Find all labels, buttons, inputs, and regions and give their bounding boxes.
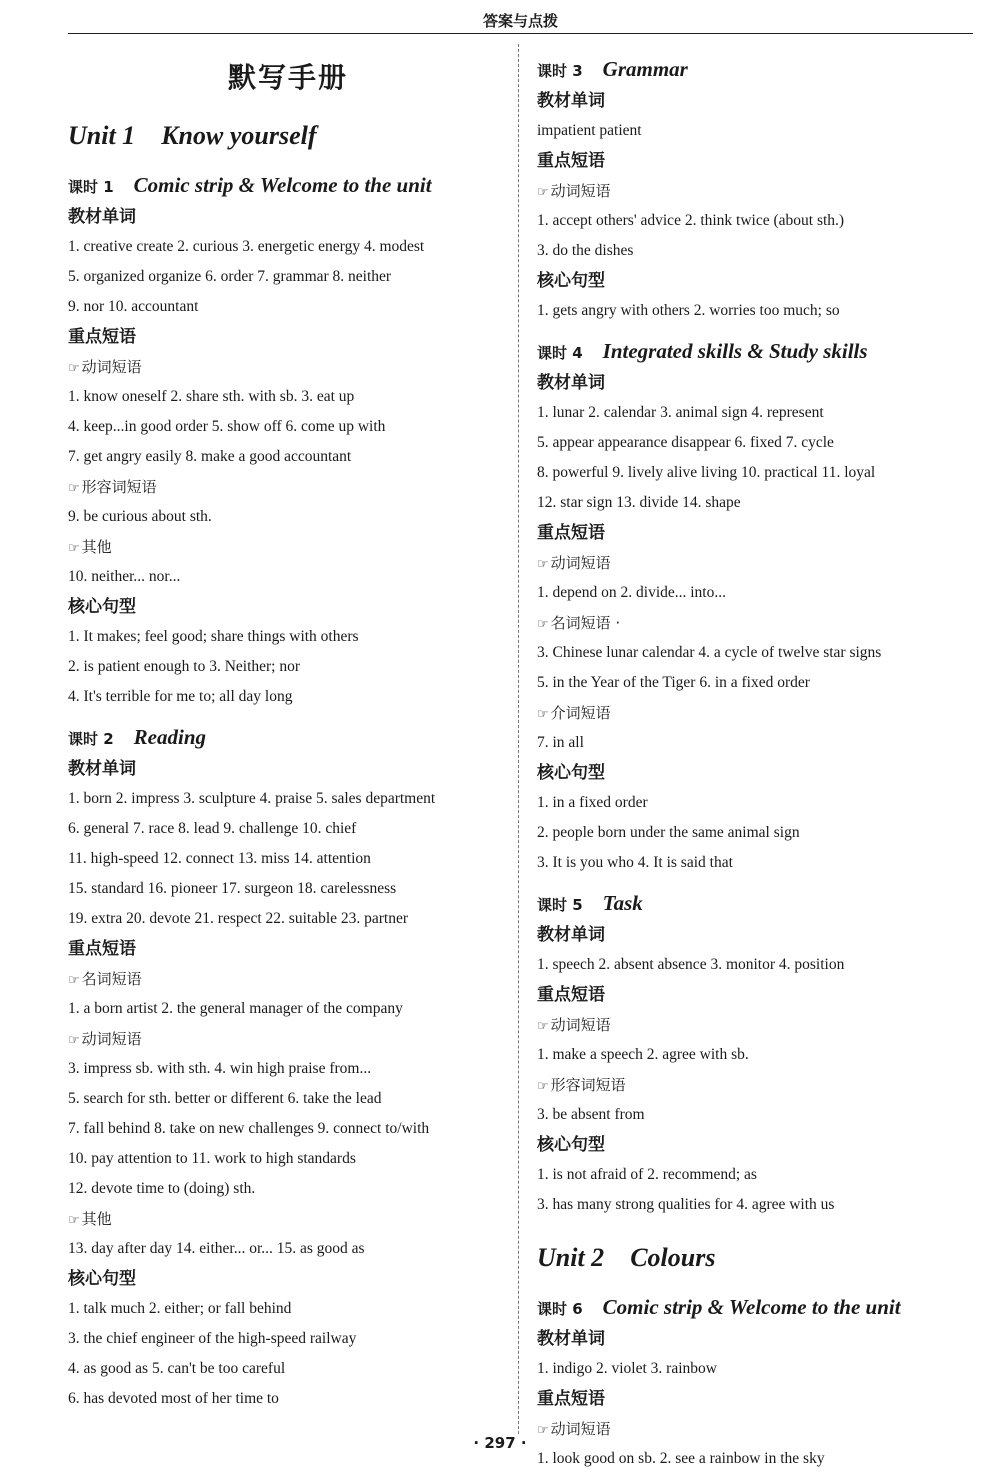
right-lessons [537, 52, 977, 1220]
answer-line: 3. the chief engineer of the high-speed railway [68, 1330, 357, 1347]
subsection-label: 动词短语 [550, 1420, 611, 1438]
answer-line: 3. It is you who 4. It is said that [537, 854, 733, 871]
page-number: · 297 · [473, 1434, 527, 1452]
left-lessons [68, 168, 508, 1414]
section-heading: 教材单词 [537, 91, 605, 111]
subsection-heading [68, 532, 508, 562]
pointing-hand-icon: ☞ [68, 973, 80, 988]
subsection-label: 名词短语 · [550, 614, 621, 632]
pointing-hand-icon: ☞ [68, 541, 80, 556]
answer-line: 1. talk much 2. either; or fall behind [68, 1300, 292, 1317]
subsection-heading [68, 352, 508, 382]
answer-line: 1. know oneself 2. share sth. with sb. 3. eat up [68, 388, 355, 405]
answer-line: 9. be curious about sth. [68, 508, 212, 525]
subsection-label: 动词短语 [550, 182, 611, 200]
column-divider [518, 44, 519, 1434]
pointing-hand-icon: ☞ [537, 557, 549, 572]
pointing-hand-icon: ☞ [537, 1019, 549, 1034]
answer-line: 12. star sign 13. divide 14. shape [537, 494, 741, 511]
answer-line: 6. has devoted most of her time to [68, 1390, 279, 1407]
subsection-heading [537, 548, 977, 578]
answer-line: impatient patient [537, 122, 642, 139]
section-heading: 重点短语 [537, 1389, 605, 1409]
section-heading: 教材单词 [68, 207, 136, 227]
answer-line: 1. born 2. impress 3. sculpture 4. praise 5. sales department [68, 790, 436, 807]
answer-line: 11. high-speed 12. connect 13. miss 14. attention [68, 850, 371, 867]
subsection-heading [537, 1010, 977, 1040]
answer-line: 13. day after day 14. either... or... 15. as good as [68, 1240, 365, 1257]
answer-line: 1. accept others' advice 2. think twice (about sth.) [537, 212, 845, 229]
pointing-hand-icon: ☞ [537, 1423, 549, 1438]
answer-line: 1. depend on 2. divide... into... [537, 584, 726, 601]
subsection-label: 动词短语 [81, 1030, 142, 1048]
pointing-hand-icon: ☞ [537, 1079, 549, 1094]
answer-line: 1. look good on sb. 2. see a rainbow in the sky [537, 1450, 825, 1467]
answer-line: 4. as good as 5. can't be too careful [68, 1360, 286, 1377]
page-header: 答案与点拨 [482, 12, 558, 30]
pointing-hand-icon: ☞ [537, 617, 549, 632]
section-heading: 重点短语 [537, 151, 605, 171]
answer-line: 5. appear appearance disappear 6. fixed 7. cycle [537, 434, 834, 451]
pointing-hand-icon: ☞ [68, 1213, 80, 1228]
answer-line: 3. impress sb. with sth. 4. win high praise from... [68, 1060, 372, 1077]
answer-line: 7. get angry easily 8. make a good accountant [68, 448, 352, 465]
lesson-title: Comic strip & Welcome to the unit [133, 173, 432, 197]
answer-line: 2. people born under the same animal sign [537, 824, 800, 841]
lesson-heading [68, 168, 508, 202]
answer-line: 1. lunar 2. calendar 3. animal sign 4. represent [537, 404, 824, 421]
answer-line: 7. fall behind 8. take on new challenges 9. connect to/with [68, 1120, 430, 1137]
answer-line: 5. organized organize 6. order 7. grammar 8. neither [68, 268, 392, 285]
unit-number: Unit 2 [537, 1243, 605, 1272]
pointing-hand-icon: ☞ [537, 185, 549, 200]
answer-line: 1. in a fixed order [537, 794, 648, 811]
pointing-hand-icon: ☞ [68, 481, 80, 496]
answer-line: 6. general 7. race 8. lead 9. challenge 10. chief [68, 820, 357, 837]
lesson-title: Task [602, 891, 643, 915]
answer-line: 1. a born artist 2. the general manager of the company [68, 1000, 403, 1017]
answer-line: 1. creative create 2. curious 3. energetic energy 4. modest [68, 238, 425, 255]
unit-name: Colours [630, 1243, 716, 1272]
answer-line: 1. indigo 2. violet 3. rainbow [537, 1360, 717, 1377]
answer-line: 12. devote time to (doing) sth. [68, 1180, 256, 1197]
section-heading: 教材单词 [537, 925, 605, 945]
answer-line: 15. standard 16. pioneer 17. surgeon 18. carelessness [68, 880, 397, 897]
subsection-heading [68, 1024, 508, 1054]
section-heading: 重点短语 [68, 939, 136, 959]
section-heading: 教材单词 [537, 1329, 605, 1349]
lesson-label: 课时 2 [68, 730, 114, 748]
answer-line: 1. make a speech 2. agree with sb. [537, 1046, 749, 1063]
lesson-heading [68, 720, 508, 754]
answer-line: 4. keep...in good order 5. show off 6. come up with [68, 418, 386, 435]
lesson-heading [537, 52, 977, 86]
section-heading: 重点短语 [537, 985, 605, 1005]
section-heading: 核心句型 [537, 1135, 605, 1155]
answer-line: 8. powerful 9. lively alive living 10. practical 11. loyal [537, 464, 876, 481]
lesson-heading [537, 334, 977, 368]
subsection-heading [537, 176, 977, 206]
subsection-label: 动词短语 [550, 1016, 611, 1034]
answer-line: 2. is patient enough to 3. Neither; nor [68, 658, 301, 675]
lesson-title: Reading [133, 725, 207, 749]
subsection-label: 动词短语 [81, 358, 142, 376]
answer-line: 9. nor 10. accountant [68, 298, 199, 315]
page-title: 默写手册 [227, 61, 348, 94]
section-heading: 核心句型 [537, 271, 605, 291]
section-heading: 教材单词 [68, 759, 136, 779]
lesson-heading [537, 886, 977, 920]
lesson-title: Grammar [602, 57, 688, 81]
section-heading: 核心句型 [537, 763, 605, 783]
subsection-heading [537, 1070, 977, 1100]
lesson-label: 课时 3 [537, 62, 583, 80]
answer-line: 3. Chinese lunar calendar 4. a cycle of twelve star signs [537, 644, 882, 661]
answer-line: 19. extra 20. devote 21. respect 22. suitable 23. partner [68, 910, 409, 927]
pointing-hand-icon: ☞ [68, 361, 80, 376]
subsection-label: 名词短语 [81, 970, 142, 988]
answer-line: 3. has many strong qualities for 4. agree with us [537, 1196, 835, 1213]
lesson-heading [537, 1290, 977, 1324]
unit-title [68, 112, 508, 160]
answer-line: 1. It makes; feel good; share things with others [68, 628, 359, 645]
subsection-label: 介词短语 [550, 704, 611, 722]
lesson-label: 课时 5 [537, 896, 583, 914]
pointing-hand-icon: ☞ [68, 1033, 80, 1048]
answer-line: 5. in the Year of the Tiger 6. in a fixed order [537, 674, 810, 691]
answer-line: 7. in all [537, 734, 584, 751]
section-heading: 重点短语 [68, 327, 136, 347]
unit-name: Know yourself [161, 121, 317, 150]
subsection-label: 动词短语 [550, 554, 611, 572]
section-heading: 核心句型 [68, 597, 136, 617]
answer-line: 10. pay attention to 11. work to high standards [68, 1150, 356, 1167]
subsection-heading [537, 608, 977, 638]
answer-line: 3. do the dishes [537, 242, 634, 259]
answer-line: 5. search for sth. better or different 6. take the lead [68, 1090, 382, 1107]
section-heading: 教材单词 [537, 373, 605, 393]
subsection-label: 其他 [81, 538, 112, 556]
left-column [68, 44, 508, 1414]
answer-line: 1. gets angry with others 2. worries too much; so [537, 302, 840, 319]
lesson-title: Comic strip & Welcome to the unit [602, 1295, 901, 1319]
answer-line: 4. It's terrible for me to; all day long [68, 688, 293, 705]
unit-title [537, 1234, 977, 1282]
lesson-label: 课时 4 [537, 344, 583, 362]
lesson-label: 课时 6 [537, 1300, 583, 1318]
subsection-heading [68, 1204, 508, 1234]
lesson-label: 课时 1 [68, 178, 114, 196]
answer-line: 1. is not afraid of 2. recommend; as [537, 1166, 757, 1183]
subsection-label: 形容词短语 [81, 478, 157, 496]
lesson-title: Integrated skills & Study skills [602, 339, 868, 363]
subsection-heading [68, 964, 508, 994]
section-heading: 重点短语 [537, 523, 605, 543]
answer-line: 1. speech 2. absent absence 3. monitor 4. position [537, 956, 845, 973]
answer-line: 3. be absent from [537, 1106, 645, 1123]
subsection-heading [537, 698, 977, 728]
answer-line: 10. neither... nor... [68, 568, 181, 585]
subsection-heading [68, 472, 508, 502]
subsection-label: 形容词短语 [550, 1076, 626, 1094]
right-column [537, 44, 977, 1474]
subsection-label: 其他 [81, 1210, 112, 1228]
unit-number: Unit 1 [68, 121, 136, 150]
header-rule [68, 33, 973, 34]
section-heading: 核心句型 [68, 1269, 136, 1289]
pointing-hand-icon: ☞ [537, 707, 549, 722]
